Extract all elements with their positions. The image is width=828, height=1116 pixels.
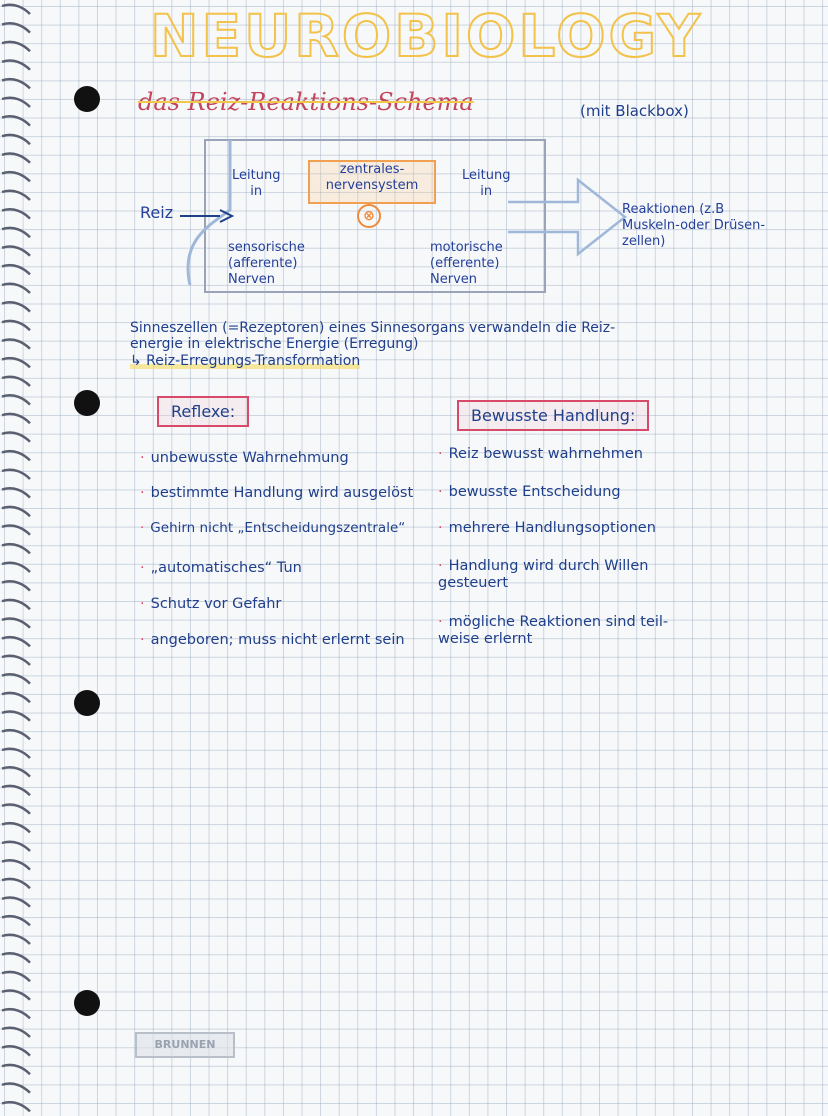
list-item: · mögliche Reaktionen sind teil- weise erlernt <box>438 614 669 647</box>
binding-coil <box>2 5 30 14</box>
binding-coil <box>2 972 30 981</box>
list-item: · bewusste Entscheidung <box>438 484 621 500</box>
section-note: (mit Blackbox) <box>580 102 689 120</box>
punch-hole <box>74 86 100 112</box>
list-item: · Handlung wird durch Willen gesteuert <box>438 558 649 591</box>
binding-coil <box>2 1084 30 1093</box>
binding-coil <box>2 172 30 181</box>
binding-coil <box>2 284 30 293</box>
binding-coil <box>2 209 30 218</box>
paragraph-line-2: energie in elektrische Energie (Erregung) <box>130 336 419 352</box>
leitung-in-right: Leitung in <box>462 168 511 199</box>
binding-coil <box>2 842 30 851</box>
brunnen-logo: BRUNNEN <box>135 1032 235 1058</box>
binding-coil <box>2 860 30 869</box>
binding-coil <box>2 433 30 442</box>
binding-coil <box>2 79 30 88</box>
cns-circle-cross-icon: ⊗ <box>357 204 381 228</box>
binding-coil <box>2 470 30 479</box>
binding-coil <box>2 302 30 311</box>
paragraph-line-3: ↳ Reiz-Erregungs-Transformation <box>130 353 361 369</box>
binding-coil <box>2 191 30 200</box>
list-item: · bestimmte Handlung wird ausgelöst <box>140 485 414 501</box>
binding-coil <box>2 154 30 163</box>
page-title: NEUROBIOLOGY <box>150 2 703 70</box>
punch-hole <box>74 990 100 1016</box>
binding-coil <box>2 898 30 907</box>
sensory-nerves-label: sensorische (afferente) Nerven <box>228 240 305 287</box>
binding-coil <box>2 991 30 1000</box>
binding-coil <box>2 61 30 70</box>
binding-coil <box>2 116 30 125</box>
binding-coil <box>2 563 30 572</box>
binding-coil <box>2 23 30 32</box>
section-title: das Reiz-Reaktions-Schema <box>138 88 474 116</box>
binding-coil <box>2 767 30 776</box>
spiral-binding <box>0 0 40 1116</box>
list-item: · angeboren; muss nicht erlernt sein <box>140 632 405 648</box>
binding-coil <box>2 451 30 460</box>
binding-coil <box>2 1009 30 1018</box>
binding-coil <box>2 321 30 330</box>
list-item: · Schutz vor Gefahr <box>140 596 282 612</box>
binding-coil <box>2 247 30 256</box>
binding-coil <box>2 823 30 832</box>
binding-coil <box>2 544 30 553</box>
punch-hole <box>74 390 100 416</box>
binding-coil <box>2 414 30 423</box>
bewusste-handlung-heading: Bewusste Handlung: <box>457 400 649 431</box>
reactions-label: Reaktionen (z.B Muskeln-oder Drüsen- zellen) <box>622 202 766 249</box>
paragraph-line-1: Sinneszellen (=Rezeptoren) eines Sinnesorgans verwandeln die Reiz- <box>130 320 616 336</box>
punch-hole <box>74 690 100 716</box>
binding-coil <box>2 935 30 944</box>
binding-coil <box>2 526 30 535</box>
binding-coil <box>2 340 30 349</box>
binding-coil <box>2 1028 30 1037</box>
binding-coil <box>2 656 30 665</box>
binding-coil <box>2 1102 30 1111</box>
binding-coil <box>2 619 30 628</box>
binding-coil <box>2 786 30 795</box>
binding-coil <box>2 805 30 814</box>
reiz-label: Reiz <box>140 203 174 222</box>
binding-coil <box>2 377 30 386</box>
binding-coil <box>2 358 30 367</box>
binding-coil <box>2 637 30 646</box>
binding-coil <box>2 1046 30 1055</box>
list-item: · Gehirn nicht „Entscheidungszentrale“ <box>140 520 406 536</box>
binding-coil <box>2 228 30 237</box>
binding-coil <box>2 712 30 721</box>
binding-coil <box>2 879 30 888</box>
leitung-in-left: Leitung in <box>232 168 281 199</box>
binding-coil <box>2 395 30 404</box>
motor-nerves-label: motorische (efferente) Nerven <box>430 240 503 287</box>
list-item: · mehrere Handlungsoptionen <box>438 520 656 536</box>
binding-coil <box>2 42 30 51</box>
binding-coil <box>2 730 30 739</box>
binding-coil <box>2 674 30 683</box>
list-item: · „automatisches“ Tun <box>140 560 302 576</box>
list-item: · unbewusste Wahrnehmung <box>140 450 349 466</box>
binding-coil <box>2 98 30 107</box>
efferent-arrow <box>508 180 625 254</box>
reflexe-heading: Reflexe: <box>157 396 249 427</box>
binding-coil <box>2 1065 30 1074</box>
central-nervous-system-box: zentrales- nervensystem <box>308 160 436 204</box>
binding-coil <box>2 135 30 144</box>
list-item: · Reiz bewusst wahrnehmen <box>438 446 643 462</box>
binding-coil <box>2 693 30 702</box>
binding-coil <box>2 749 30 758</box>
binding-coil <box>2 488 30 497</box>
binding-coil <box>2 265 30 274</box>
binding-coil <box>2 600 30 609</box>
binding-coil <box>2 581 30 590</box>
binding-coil <box>2 916 30 925</box>
binding-coil <box>2 507 30 516</box>
binding-coil <box>2 953 30 962</box>
